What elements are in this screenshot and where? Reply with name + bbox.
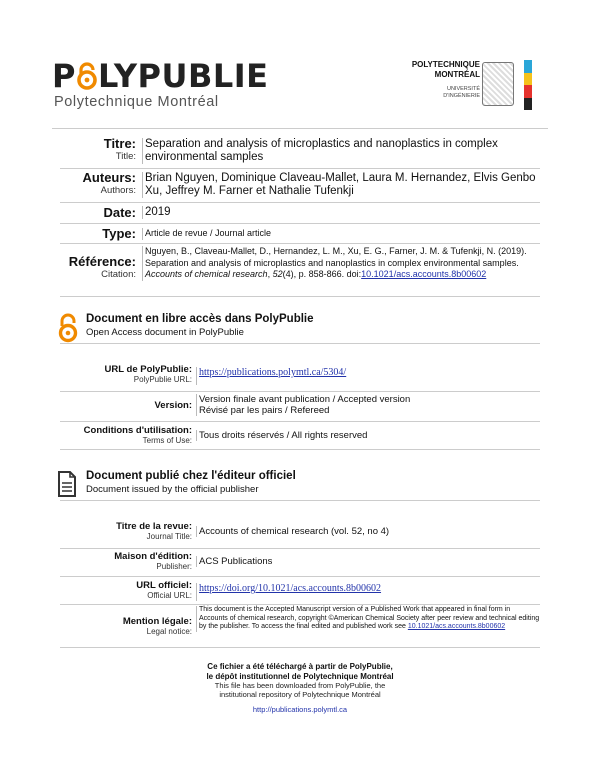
color-bars [524,60,532,110]
section-divider [60,500,540,501]
terms-row [60,425,540,449]
version-row [60,394,540,420]
seal-icon [482,62,514,106]
reference-volume: 52 [272,269,283,279]
type-value: Article de revue / Journal article [142,228,540,240]
authors-value: Brian Nguyen, Dominique Claveau-Mallet, Laura M. Hernandez, Elvis Genbo Xu, Jeffrey M. Farner et Nathalie Tufenkji [142,172,540,198]
row-divider [60,449,540,450]
institution-sub [443,86,480,100]
polypublie-url-label-fr: URL de PolyPublie: [104,364,192,375]
polypublie-url-label-en: PolyPublie URL: [133,375,192,384]
row-divider [60,576,540,577]
row-divider [60,223,540,224]
document-icon [57,470,77,503]
polypublie-url-link[interactable]: https://publications.polymtl.ca/5304/ [199,367,347,378]
row-divider [60,202,540,203]
terms-label-en: Terms of Use: [142,436,192,445]
polypublie-url-value [196,367,540,385]
row-divider [60,168,540,169]
type-label-fr: Type: [102,226,136,241]
version-label-fr: Version: [154,400,192,411]
title-label-en: Title: [115,151,136,162]
polytechnique-logo [407,60,532,110]
polypublie-url-row [60,364,540,388]
version-value [196,394,540,416]
institution-sub2: D'INGÉNIERIE [443,93,480,99]
terms-label-fr: Conditions d'utilisation: [83,425,192,436]
legal-text: This document is the Accepted Manuscript version of a Published Work that appeared in final form in Accounts of chemical research, copyright ©American Chemical Society after peer review and technical editing by the publisher. To access the final edited and published work see [199,606,540,630]
date-label [60,205,136,220]
title-row [60,136,540,166]
reference-label-fr: Référence: [68,254,136,269]
polypublie-url-label [60,364,192,385]
reference-text: Nguyen, B., Claveau-Mallet, D., Hernandez, L. M., Xu, E. G., Farner, J. M. & Tufenkji, N. (2019). Separation and analysis of microplastics and nanoplastics in complex environmental samples. [145,246,527,268]
official-url-value [196,583,540,601]
journal-label [60,521,192,542]
footer-line1: Ce fichier a été téléchargé à partir de PolyPublie, [207,662,393,671]
publisher-label [60,551,192,572]
reference-label-en: Citation: [101,269,136,280]
authors-label [60,170,136,197]
footer-line4: institutional repository of Polytechnique Montréal [219,690,381,699]
polypublie-logo [52,58,269,94]
title-value: Separation and analysis of microplastics and nanoplastics in complex environmental samples [142,138,540,164]
reference-label [60,254,136,281]
official-url-row [60,580,540,604]
institution-sub1: UNIVERSITÉ [446,86,480,92]
footer-url-link[interactable]: http://publications.polymtl.ca [252,705,348,714]
title-label [60,136,136,163]
color-bar [524,60,532,73]
publisher-title: Document publié chez l'éditeur officiel [86,470,296,482]
journal-value: Accounts of chemical research (vol. 52, no 4) [196,526,540,537]
row-divider [60,391,540,392]
official-url-label [60,580,192,601]
title-label-fr: Titre: [103,136,136,151]
open-access-subtitle: Open Access document in PolyPublie [86,327,244,338]
open-access-header [60,313,540,343]
authors-label-fr: Auteurs: [82,170,136,185]
authors-label-en: Authors: [100,185,136,196]
row-divider [60,296,540,297]
legal-label [60,616,192,637]
official-url-label-en: Official URL: [147,591,192,600]
type-label [60,226,136,241]
date-value: 2019 [142,206,540,219]
institution-line1: POLYTECHNIQUE [411,60,480,69]
version-line1: Version finale avant publication / Accepted version [199,394,411,405]
publisher-label-en: Publisher: [156,562,192,571]
journal-row [60,521,540,545]
legal-label-fr: Mention légale: [122,616,192,627]
logo-text-post: LYPUBLIE [97,57,269,95]
journal-label-fr: Titre de la revue: [116,521,192,532]
reference-value [142,246,540,281]
row-divider [60,243,540,244]
official-url-link[interactable]: https://doi.org/10.1021/acs.accounts.8b00602 [199,583,382,594]
logo-text-pre: P [52,57,76,95]
legal-value [196,606,540,632]
authors-row [60,170,540,200]
footer-line2: le dépôt institutionnel de Polytechnique Montréal [206,671,394,681]
date-label-fr: Date: [103,205,136,220]
legal-row [60,606,540,646]
version-line2: Révisé par les pairs / Refereed [199,405,330,416]
reference-journal: Accounts of chemical research [145,269,268,279]
footer-line3: This file has been downloaded from PolyPublie, the [214,681,386,690]
date-row [60,205,540,223]
reference-doi-link[interactable]: 10.1021/acs.accounts.8b00602 [361,269,487,279]
reference-pages: (4), p. 858-866. doi: [282,269,362,279]
publisher-value: ACS Publications [196,556,540,567]
row-divider [60,421,540,422]
open-access-title: Document en libre accès dans PolyPublie [86,313,314,325]
legal-doi-link[interactable]: 10.1021/acs.accounts.8b00602 [407,623,506,630]
journal-label-en: Journal Title: [146,532,192,541]
header-divider [52,128,548,129]
row-divider [60,604,540,605]
publisher-subtitle: Document issued by the official publisher [86,484,259,495]
footer [0,662,600,714]
publisher-label-fr: Maison d'édition: [114,551,192,562]
row-divider [60,548,540,549]
header [52,58,552,112]
terms-label [60,425,192,446]
terms-value: Tous droits réservés / All rights reserved [196,430,540,441]
reference-sep: , [267,269,273,279]
institution-line2: MONTRÉAL [434,70,480,79]
color-bar [524,85,532,98]
open-lock-icon [76,57,98,95]
publisher-row [60,551,540,575]
color-bar [524,98,532,111]
version-label [60,400,192,411]
legal-label-en: Legal notice: [146,627,192,636]
reference-row [60,246,540,296]
row-divider [60,647,540,648]
institution-name [412,60,480,80]
color-bar [524,73,532,86]
official-url-label-fr: URL officiel: [136,580,192,591]
section-divider [60,343,540,344]
publisher-header [60,470,540,500]
logo-subtitle: Polytechnique Montréal [54,94,219,110]
type-row [60,226,540,244]
